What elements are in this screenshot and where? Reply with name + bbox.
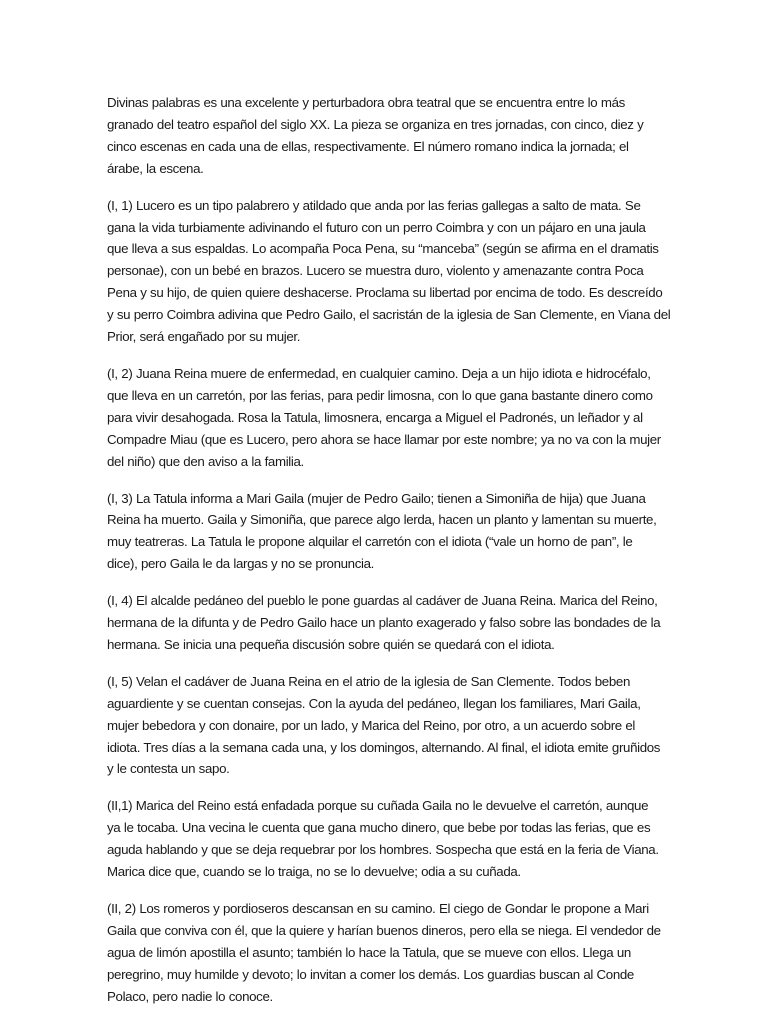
text-line: que lleva a sus espaldas. Lo acompaña Poca Pena, su “manceba” (según se afirma en el dramatis [107, 241, 659, 257]
text-line: para vivir desahogada. Rosa la Tatula, limosnera, encarga a Miguel el Padronés, un leñador y al [107, 409, 643, 425]
text-line: Prior, será engañado por su mujer. [107, 329, 301, 345]
text-line: hermana de la difunta y de Pedro Gailo hace un planto exagerado y falso sobre las bondades de la [107, 615, 661, 631]
paragraph [107, 488, 678, 576]
text-line: agua de limón apostilla el asunto; también lo hace la Tatula, que se mueve con ellos. Llega un [107, 944, 631, 960]
text-line: hermana. Se inicia una pequeña discusión sobre quién se quedará con el idiota. [107, 636, 555, 652]
text-line: dice), pero Gaila le da largas y no se pronuncia. [107, 556, 375, 572]
text-line: gana la vida turbiamente adivinando el futuro con un perro Coimbra y con un pájaro en una jaula [107, 219, 646, 235]
paragraph [107, 590, 678, 656]
text-line: Reina ha muerto. Gaila y Simoniña, que parece algo lerda, hacen un planto y lamentan su muerte, [107, 512, 657, 528]
text-line: que lleva en un carretón, por las ferias, para pedir limosna, con lo que gana bastante dinero como [107, 387, 653, 403]
text-line: árabe, la escena. [107, 160, 204, 176]
text-line: (I, 2) Juana Reina muere de enfermedad, en cualquier camino. Deja a un hijo idiota e hidrocéfalo, [107, 365, 651, 381]
text-line: Polaco, pero nadie lo conoce. [107, 988, 273, 1004]
text-line: idiota. Tres días a la semana cada una, y los domingos, alternando. Al final, el idiota emite gruñidos [107, 739, 661, 755]
text-line: (I, 5) Velan el cadáver de Juana Reina en el atrio de la iglesia de San Clemente. Todos beben [107, 673, 630, 689]
text-line: mujer bebedora y con donaire, por un lado, y Marica del Reino, por otro, a un acuerdo sobre el [107, 717, 636, 733]
paragraph [107, 671, 678, 781]
text-line: del niño) que den aviso a la familia. [107, 453, 304, 469]
text-line: aguardiente y se cuentan consejas. Con la ayuda del pedáneo, llegan los familiares, Mari Gaila, [107, 695, 641, 711]
text-line: (I, 1) Lucero es un tipo palabrero y atildado que anda por las ferias gallegas a salto de mata. Se [107, 197, 641, 213]
document-body [107, 92, 678, 1008]
paragraph [107, 898, 678, 1008]
paragraph [107, 92, 678, 180]
text-line: (II, 2) Los romeros y pordioseros descansan en su camino. El ciego de Gondar le propone a Mari [107, 901, 649, 916]
text-line: (I, 4) El alcalde pedáneo del pueblo le pone guardas al cadáver de Juana Reina. Marica del Reino, [107, 593, 658, 609]
text-line: y su perro Coimbra adivina que Pedro Gailo, el sacristán de la iglesia de San Clemente, en Viana del [107, 307, 671, 323]
text-line: Gaila que conviva con él, que la quiere y harían buenos dineros, pero ella se niega. El vendedor de [107, 922, 661, 938]
paragraph [107, 363, 678, 473]
text-line: Divinas palabras es una excelente y perturbadora obra teatral que se encuentra entre lo más [107, 95, 625, 110]
text-line: personae), con un bebé en brazos. Lucero se muestra duro, violento y amenazante contra Poca [107, 263, 644, 279]
text-line: aguda hablando y que se deja requebrar por los hombres. Sospecha que está en la feria de Viana. [107, 842, 659, 858]
text-line: Compadre Miau (que es Lucero, pero ahora se hace llamar por este nombre; ya no va con la mujer [107, 431, 661, 447]
paragraph [107, 195, 678, 348]
text-line: Marica dice que, cuando se lo traiga, no se lo devuelve; odia a su cuñada. [107, 864, 521, 880]
text-line: (II,1) Marica del Reino está enfadada porque su cuñada Gaila no le devuelve el carretón, aunque [107, 798, 649, 814]
text-line: ya le tocaba. Una vecina le cuenta que gana mucho dinero, que bebe por todas las ferias, que es [107, 820, 651, 836]
text-line: cinco escenas en cada una de ellas, respectivamente. El número romano indica la jornada; el [107, 138, 629, 154]
text-line: granado del teatro español del siglo XX. La pieza se organiza en tres jornadas, con cinco, diez y [107, 116, 644, 132]
text-line: muy teatreras. La Tatula le propone alquilar el carretón con el idiota (“vale un horno de pan”, le [107, 534, 633, 550]
text-line: Pena y su hijo, de quien quiere deshacerse. Proclama su libertad por encima de todo. Es descreído [107, 285, 663, 301]
text-line: y le contesta un sapo. [107, 761, 230, 777]
text-line: (I, 3) La Tatula informa a Mari Gaila (mujer de Pedro Gailo; tienen a Simoniña de hija) que Juana [107, 490, 646, 506]
text-line: peregrino, muy humilde y devoto; lo invitan a comer los demás. Los guardias buscan al Conde [107, 966, 634, 982]
paragraph [107, 795, 678, 883]
